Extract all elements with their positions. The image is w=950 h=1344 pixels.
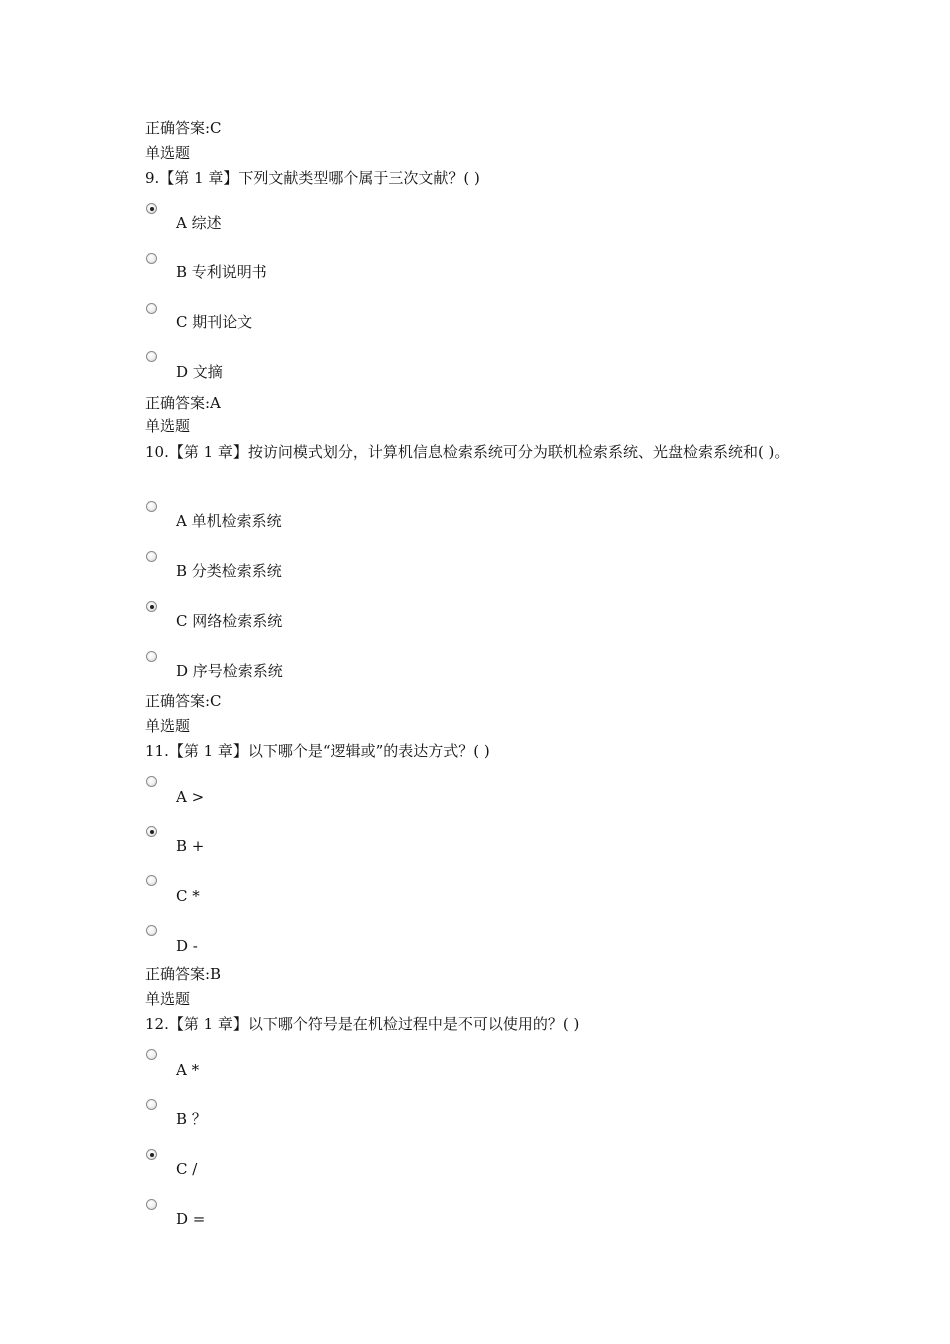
question-type-q12: 单选题 — [145, 990, 191, 1008]
question-text-q11: 11.【第 1 章】以下哪个是“逻辑或”的表达方式？( ) — [145, 742, 490, 760]
radio-q12-a[interactable] — [146, 1049, 157, 1060]
radio-q11-b[interactable] — [146, 826, 157, 837]
question-text-q9: 9.【第 1 章】下列文献类型哪个属于三次文献？( ) — [145, 169, 480, 187]
radio-q9-a[interactable] — [146, 203, 157, 214]
option-q11-d: D - — [176, 937, 198, 955]
question-type-q9: 单选题 — [145, 144, 191, 162]
option-q9-a: A 综述 — [176, 214, 222, 232]
correct-answer-prev: 正确答案:C — [145, 119, 222, 137]
radio-q11-a[interactable] — [146, 776, 157, 787]
option-q9-d: D 文摘 — [176, 363, 223, 381]
radio-q9-c[interactable] — [146, 303, 157, 314]
radio-q12-d[interactable] — [146, 1199, 157, 1210]
correct-answer-q9: 正确答案:A — [145, 394, 221, 412]
radio-q9-d[interactable] — [146, 351, 157, 362]
radio-q11-d[interactable] — [146, 925, 157, 936]
option-q11-a: A > — [176, 788, 205, 806]
radio-q11-c[interactable] — [146, 875, 157, 886]
radio-q10-d[interactable] — [146, 651, 157, 662]
radio-q10-c[interactable] — [146, 601, 157, 612]
option-q12-c: C / — [176, 1160, 198, 1178]
option-q10-c: C 网络检索系统 — [176, 612, 283, 630]
radio-q10-b[interactable] — [146, 551, 157, 562]
question-type-q11: 单选题 — [145, 717, 191, 735]
option-q9-c: C 期刊论文 — [176, 313, 253, 331]
radio-q9-b[interactable] — [146, 253, 157, 264]
radio-q10-a[interactable] — [146, 501, 157, 512]
radio-q12-c[interactable] — [146, 1149, 157, 1160]
option-q10-a: A 单机检索系统 — [176, 512, 282, 530]
question-text-q10: 10.【第 1 章】按访问模式划分，计算机信息检索系统可分为联机检索系统、光盘检索系统和( )。 — [145, 443, 790, 461]
correct-answer-q11: 正确答案:B — [145, 965, 222, 983]
correct-answer-q10: 正确答案:C — [145, 692, 222, 710]
option-q11-b: B + — [176, 837, 205, 855]
option-q12-a: A * — [176, 1061, 200, 1079]
radio-q12-b[interactable] — [146, 1099, 157, 1110]
option-q9-b: B 专利说明书 — [176, 263, 267, 281]
option-q11-c: C * — [176, 887, 200, 905]
option-q10-d: D 序号检索系统 — [176, 662, 283, 680]
option-q12-b: B ？ — [176, 1110, 207, 1128]
option-q12-d: D = — [176, 1210, 206, 1228]
option-q10-b: B 分类检索系统 — [176, 562, 282, 580]
question-type-q10: 单选题 — [145, 417, 191, 435]
question-text-q12: 12.【第 1 章】以下哪个符号是在机检过程中是不可以使用的？( ) — [145, 1015, 580, 1033]
